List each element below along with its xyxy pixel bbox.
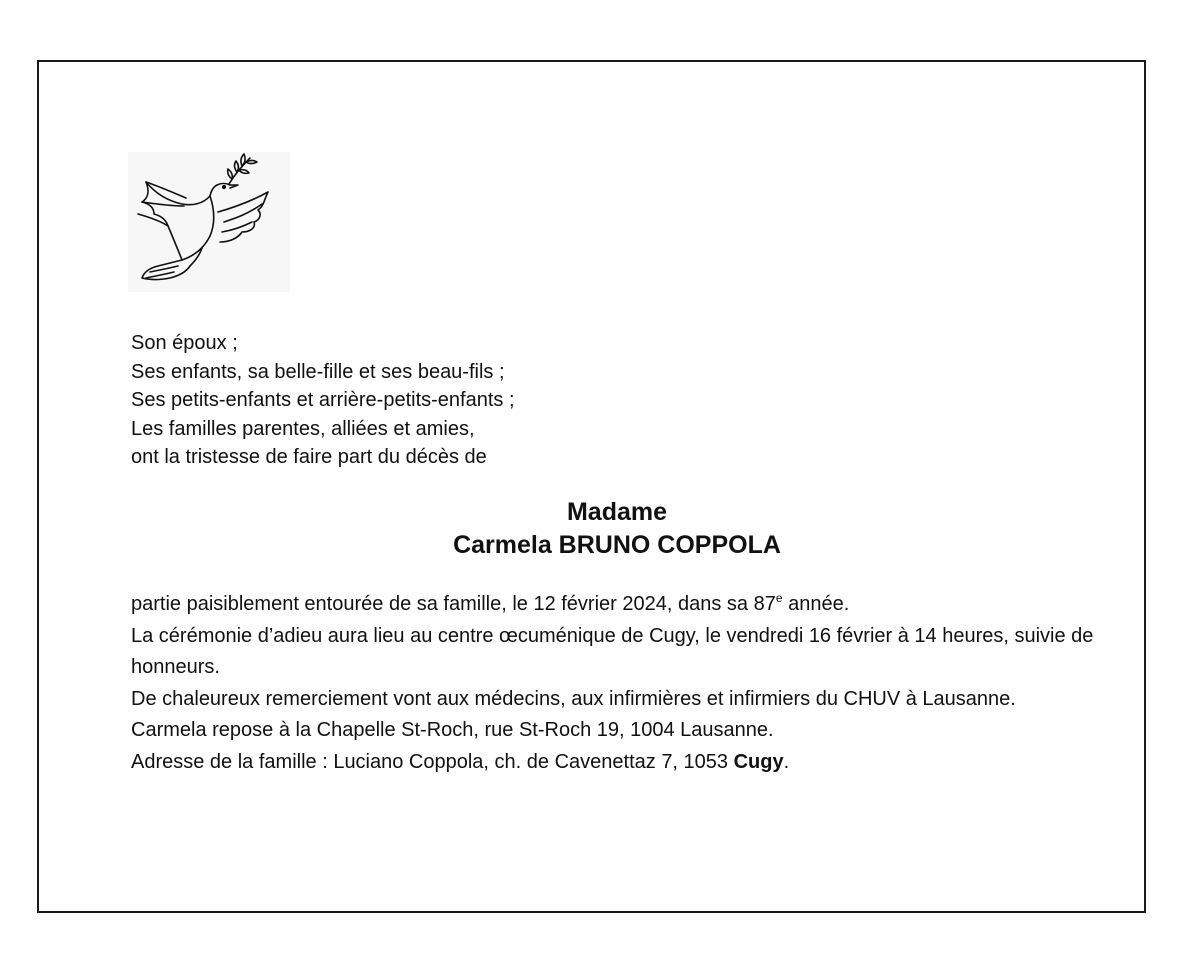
notice-body	[131, 589, 1121, 778]
intro-line-announcement: ont la tristesse de faire part du décès de	[131, 446, 487, 469]
address-end: .	[783, 750, 790, 773]
intro-text	[131, 329, 515, 472]
rest-location-paragraph: Carmela repose à la Chapelle St-Roch, rue St-Roch 19, 1004 Lausanne.	[131, 719, 774, 741]
ceremony-paragraph: La cérémonie d’adieu aura lieu au centre œcuménique de Cugy, le vendredi 16 février à 14 heures, suivie de honneurs.	[131, 624, 1094, 678]
intro-line-children: Ses enfants, sa belle-fille et ses beau-fils ;	[131, 360, 505, 383]
intro-line-families: Les familles parentes, alliées et amies,	[131, 417, 475, 440]
intro-line-grandchildren: Ses petits-enfants et arrière-petits-enfants ;	[131, 389, 515, 412]
address-text: Adresse de la famille : Luciano Coppola, ch. de Cavenettaz 7, 1053	[131, 750, 734, 773]
passing-text-end: année.	[782, 593, 850, 615]
thanks-paragraph: De chaleureux remerciement vont aux médecins, aux infirmières et infirmiers du CHUV à Lausanne.	[131, 687, 1016, 710]
address-town: Cugy	[733, 750, 784, 773]
deceased-name: Carmela BRUNO COPPOLA	[453, 531, 781, 559]
deceased-title: Madame	[566, 498, 668, 526]
ordinal-superscript: e	[775, 591, 783, 605]
deceased-name-block	[37, 496, 1180, 562]
dove-icon	[128, 152, 290, 292]
passing-text: partie paisiblement entourée de sa famille, le 12 février 2024, dans sa 87	[131, 593, 776, 615]
family-address-paragraph	[131, 747, 1121, 779]
intro-line-spouse: Son époux ;	[131, 332, 238, 354]
passing-paragraph	[131, 589, 1121, 621]
